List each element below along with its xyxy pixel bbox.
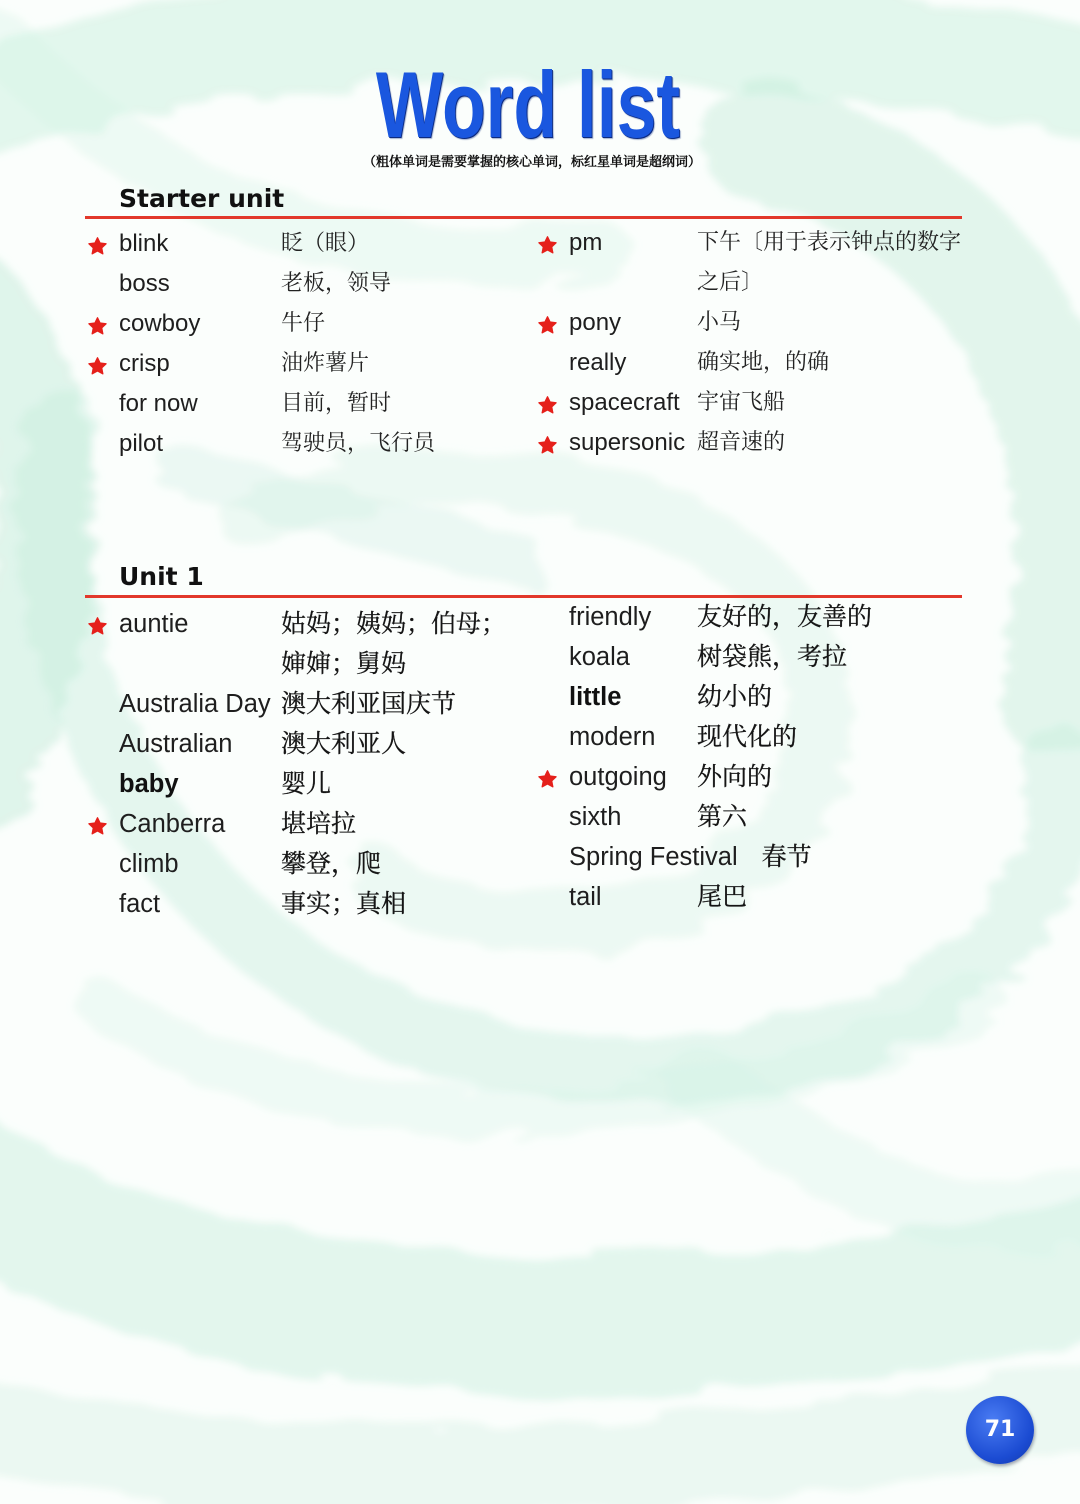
entry-word: sixth: [569, 803, 622, 831]
entry-word: koala: [569, 643, 630, 671]
page-subtitle-note: （粗体单词是需要掌握的核心单词，标红星单词是超纲词）: [362, 155, 702, 170]
red-star-icon: [538, 316, 557, 335]
word-entry: [119, 804, 514, 844]
entry-meaning: 牛仔: [281, 311, 326, 336]
entry-meaning: 第六: [697, 802, 748, 831]
word-entry: [569, 717, 872, 757]
page-number: 71: [984, 1417, 1016, 1442]
entry-meaning: 油炸薯片: [281, 351, 370, 376]
word-entry: [119, 264, 435, 304]
word-entry: [569, 597, 872, 637]
entry-word: boss: [119, 270, 170, 297]
word-entry: [119, 884, 514, 924]
entry-meaning: 攀登，爬: [281, 849, 382, 878]
entry-meaning: 友好的，友善的: [697, 602, 873, 631]
word-entry: [119, 344, 435, 384]
word-entry: [569, 757, 872, 797]
entry-meaning: 老板，领导: [281, 271, 392, 296]
entry-word: supersonic: [569, 429, 686, 456]
entry-meaning: 春节: [761, 842, 812, 871]
entry-word: for now: [119, 390, 198, 417]
red-star-icon: [88, 357, 107, 376]
section-divider: [85, 216, 962, 219]
entry-word: pm: [569, 229, 603, 256]
entry-word: blink: [119, 230, 169, 257]
word-entry: [569, 343, 965, 383]
entry-meaning: 外向的: [697, 762, 773, 791]
entry-word: spacecraft: [569, 389, 680, 416]
entry-word: climb: [119, 850, 179, 878]
entry-word: modern: [569, 723, 656, 751]
word-entry: [569, 223, 965, 303]
word-entry: [569, 877, 872, 917]
entry-word: friendly: [569, 603, 652, 631]
entry-meaning: 宇宙飞船: [697, 390, 786, 415]
word-entry: [119, 604, 514, 684]
entry-meaning: 幼小的: [697, 682, 773, 711]
entry-word: really: [569, 349, 627, 376]
red-star-icon: [538, 396, 557, 415]
red-star-icon: [538, 236, 557, 255]
red-star-icon: [88, 237, 107, 256]
word-entry: [119, 384, 435, 424]
section-heading-starter-unit: Starter unit: [119, 184, 285, 213]
page-title: Word list: [375, 52, 681, 157]
entry-word: pony: [569, 309, 622, 336]
word-entry: [119, 304, 435, 344]
entry-meaning: 目前，暂时: [281, 391, 392, 416]
entry-word: little: [569, 683, 622, 711]
entry-meaning: 堪培拉: [281, 809, 357, 838]
word-entry: [119, 844, 514, 884]
entry-meaning: 超音速的: [697, 430, 786, 455]
entry-meaning: 小马: [697, 310, 742, 335]
entry-meaning: 下午〔用于表示钟点的数字之后〕: [697, 230, 962, 295]
red-star-icon: [538, 436, 557, 455]
word-entry: [119, 684, 514, 724]
red-star-icon: [538, 770, 557, 789]
red-star-icon: [88, 817, 107, 836]
starter-unit-right-column: [569, 223, 965, 463]
entry-meaning: 婴儿: [281, 769, 332, 798]
entry-word: Canberra: [119, 810, 226, 838]
page-number-badge: [966, 1396, 1034, 1464]
unit-1-right-column: [569, 597, 872, 917]
entry-meaning: 树袋熊，考拉: [697, 642, 848, 671]
entry-meaning: 澳大利亚人: [281, 729, 407, 758]
entry-meaning: 尾巴: [697, 882, 748, 911]
starter-unit-left-column: [119, 224, 435, 464]
entry-word: cowboy: [119, 310, 201, 337]
word-entry: [119, 724, 514, 764]
word-entry: [119, 764, 514, 804]
word-entry: [569, 837, 872, 877]
entry-meaning: 姑妈；姨妈；伯母；婶婶；舅妈: [281, 609, 507, 678]
word-entry: [569, 423, 965, 463]
unit-1-left-column: [119, 604, 514, 924]
entry-word: pilot: [119, 430, 164, 457]
entry-meaning: 事实；真相: [281, 889, 407, 918]
red-star-icon: [88, 317, 107, 336]
entry-word: Australian: [119, 730, 233, 758]
entry-word: baby: [119, 770, 179, 798]
entry-word: fact: [119, 890, 161, 918]
red-star-icon: [88, 617, 107, 636]
word-entry: [569, 637, 872, 677]
section-heading-unit-1: Unit 1: [119, 562, 204, 591]
entry-meaning: 澳大利亚国庆节: [281, 689, 457, 718]
word-entry: [569, 383, 965, 423]
entry-word: Spring Festival: [569, 843, 738, 871]
entry-word: crisp: [119, 350, 170, 377]
word-entry: [119, 224, 435, 264]
word-entry: [569, 303, 965, 343]
entry-meaning: 眨（眼）: [281, 231, 370, 256]
entry-word: Australia Day: [119, 690, 271, 718]
entry-meaning: 驾驶员，飞行员: [281, 431, 436, 456]
entry-word: outgoing: [569, 763, 667, 791]
word-entry: [569, 797, 872, 837]
word-entry: [569, 677, 872, 717]
entry-meaning: 现代化的: [697, 722, 798, 751]
entry-meaning: 确实地，的确: [697, 350, 830, 375]
entry-word: tail: [569, 883, 602, 911]
word-entry: [119, 424, 435, 464]
entry-word: auntie: [119, 610, 189, 638]
